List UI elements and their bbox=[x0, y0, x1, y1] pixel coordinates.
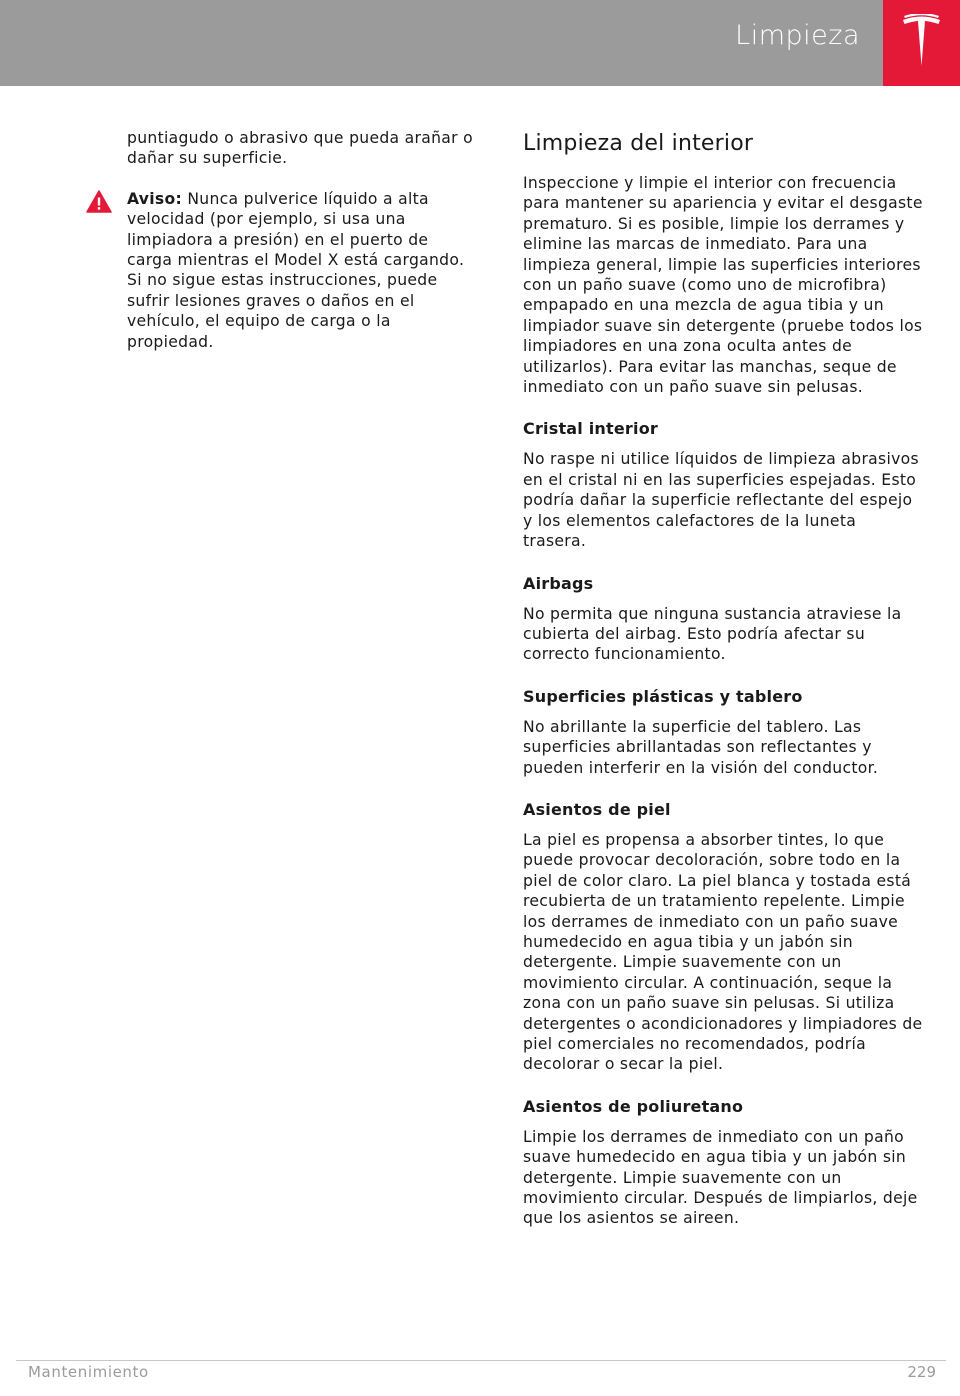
footer-divider bbox=[16, 1360, 946, 1361]
section-heading: Limpieza del interior bbox=[523, 131, 754, 156]
page-title: Limpieza bbox=[735, 20, 860, 51]
subheading-asientos-poliuretano: Asientos de poliuretano bbox=[523, 1096, 744, 1116]
warning-text bbox=[127, 189, 477, 352]
tesla-logo-icon bbox=[901, 14, 942, 68]
intro-paragraph: Inspeccione y limpie el interior con frecuencia para mantener su apariencia y evitar el desgaste prematuro. Si es posible, limpie los derrames y elimine las marcas de inmediato. Para una limpieza general, limpie las superficies interiores con un paño suave (como uno de microfibra) empapado en una mezcla de agua tibia y un limpiador suave sin detergente (pruebe todos los limpiadores en una zona oculta antes de utilizarlos). Para evitar las manchas, seque de inmediato con un paño suave sin pelusas. bbox=[523, 174, 923, 397]
subheading-airbags: Airbags bbox=[523, 573, 594, 593]
subheading-superficies-plasticas: Superficies plásticas y tablero bbox=[523, 686, 803, 706]
footer-section-name: Mantenimiento bbox=[28, 1363, 149, 1381]
subheading-asientos-piel: Asientos de piel bbox=[523, 799, 671, 819]
page-number: 229 bbox=[907, 1363, 936, 1381]
warning-label: Aviso: bbox=[127, 189, 183, 208]
brand-logo bbox=[883, 0, 960, 86]
paragraph-superficies-plasticas: No abrillante la superficie del tablero. Las superficies abrillantadas son reflectantes y pueden interferir en la visión del conductor. bbox=[523, 717, 879, 777]
warning-triangle-icon bbox=[86, 190, 112, 213]
continued-paragraph: puntiagudo o abrasivo que pueda arañar o dañar su superficie. bbox=[127, 129, 473, 168]
paragraph-airbags: No permita que ninguna sustancia atraviese la cubierta del airbag. Esto podría afectar su correcto funcionamiento. bbox=[523, 604, 902, 664]
right-column bbox=[523, 128, 923, 1229]
paragraph-asientos-piel: La piel es propensa a absorber tintes, lo que puede provocar decoloración, sobre todo en la piel de color claro. La piel blanca y tostada está recubierta de un tratamiento repelente. Limpie los derrames de inmediato con un paño suave humedecido en agua tibia y un jabón sin detergente. Limpie suavemente con un movimiento circular. A continuación, seque la zona con un paño suave sin pelusas. Si utiliza detergentes o acondicionadores y limpiadores de piel comerciales no recomendados, podría decolorar o secar la piel. bbox=[523, 830, 923, 1074]
warning-body: Nunca pulverice líquido a alta velocidad (por ejemplo, si usa una limpiadora a presión) en el puerto de carga mientras el Model X está cargando. Si no sigue estas instrucciones, puede sufrir lesiones graves o daños en el vehículo, el equipo de carga o la propiedad. bbox=[127, 189, 465, 351]
warning-block bbox=[127, 189, 477, 352]
paragraph-asientos-poliuretano: Limpie los derrames de inmediato con un paño suave humedecido en agua tibia y un jabón sin detergente. Limpie suavemente con un movimiento circular. Después de limpiarlos, deje que los asientos se aireen. bbox=[523, 1127, 918, 1228]
left-column bbox=[127, 128, 477, 352]
paragraph-cristal-interior: No raspe ni utilice líquidos de limpieza abrasivos en el cristal ni en las superficies espejadas. Esto podría dañar la superficie reflectante del espejo y los elementos calefactores de la luneta trasera. bbox=[523, 450, 919, 551]
subheading-cristal-interior: Cristal interior bbox=[523, 419, 658, 439]
